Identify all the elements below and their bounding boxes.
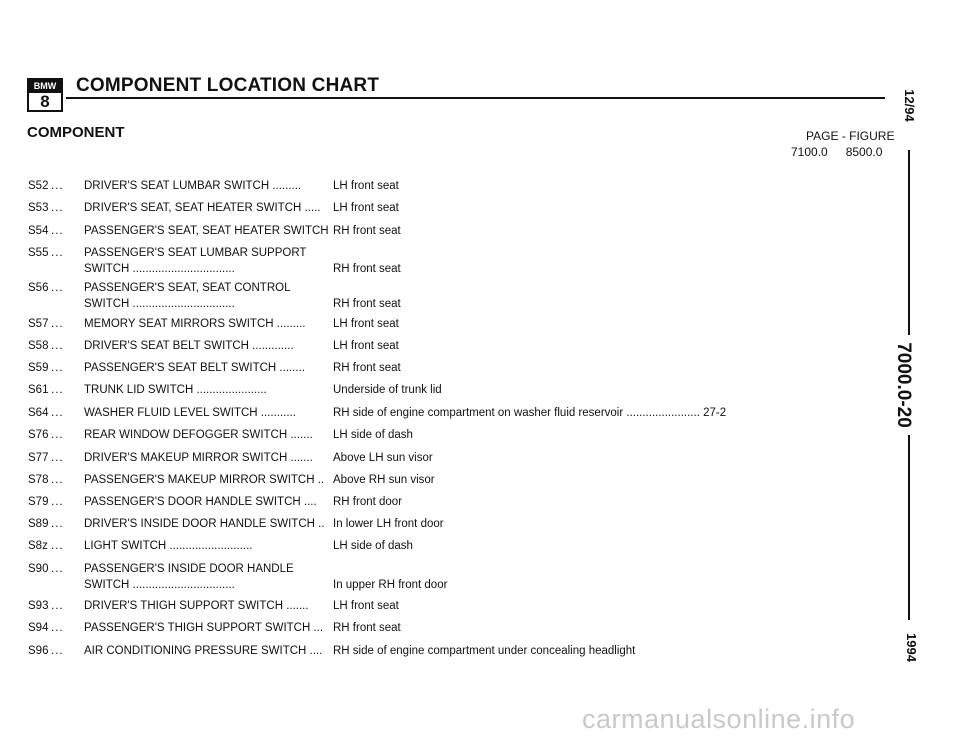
component-code: S77 bbox=[28, 452, 49, 464]
logo-brand: BMW bbox=[29, 80, 61, 93]
component-code: S90 bbox=[28, 563, 49, 575]
component-description: PASSENGER'S SEAT, SEAT CONTROL bbox=[84, 282, 291, 294]
component-description: DRIVER'S INSIDE DOOR HANDLE SWITCH .. bbox=[84, 518, 325, 530]
component-description: AIR CONDITIONING PRESSURE SWITCH .... bbox=[84, 645, 323, 657]
component-location: In lower LH front door bbox=[333, 518, 444, 530]
component-code: S76 bbox=[28, 429, 49, 441]
leader-dots: ... bbox=[51, 340, 64, 352]
column-heading: COMPONENT bbox=[27, 124, 125, 141]
component-description: PASSENGER'S SEAT BELT SWITCH ........ bbox=[84, 362, 305, 374]
page-value: 7100.0 bbox=[791, 145, 828, 159]
component-description-continued: SWITCH ................................ bbox=[84, 298, 235, 310]
component-location: RH front seat bbox=[333, 622, 401, 634]
component-location: Underside of trunk lid bbox=[333, 384, 442, 396]
leader-dots: ... bbox=[51, 518, 64, 530]
component-description: REAR WINDOW DEFOGGER SWITCH ....... bbox=[84, 429, 313, 441]
component-code: S57 bbox=[28, 318, 49, 330]
component-description: DRIVER'S SEAT BELT SWITCH ............. bbox=[84, 340, 294, 352]
component-code: S64 bbox=[28, 407, 49, 419]
side-date: 12/94 bbox=[901, 89, 917, 122]
component-location: In upper RH front door bbox=[333, 579, 448, 591]
component-location: RH front seat bbox=[333, 298, 401, 310]
leader-dots: ... bbox=[51, 282, 64, 294]
leader-dots: ... bbox=[51, 362, 64, 374]
component-code: S53 bbox=[28, 202, 49, 214]
component-description-continued: SWITCH ................................ bbox=[84, 263, 235, 275]
leader-dots: ... bbox=[51, 429, 64, 441]
component-description: DRIVER'S SEAT LUMBAR SWITCH ......... bbox=[84, 180, 302, 192]
component-code: S59 bbox=[28, 362, 49, 374]
page-title: COMPONENT LOCATION CHART bbox=[76, 75, 380, 96]
component-code: S56 bbox=[28, 282, 49, 294]
component-description: LIGHT SWITCH .......................... bbox=[84, 540, 253, 552]
component-description: WASHER FLUID LEVEL SWITCH ........... bbox=[84, 407, 296, 419]
bmw-8-logo bbox=[27, 78, 63, 112]
page-figure-values bbox=[791, 145, 900, 159]
component-description: PASSENGER'S SEAT, SEAT HEATER SWITCH bbox=[84, 225, 329, 237]
component-location: LH front seat bbox=[333, 340, 399, 352]
component-code: S58 bbox=[28, 340, 49, 352]
component-description-continued: SWITCH ................................ bbox=[84, 579, 235, 591]
leader-dots: ... bbox=[51, 563, 64, 575]
leader-dots: ... bbox=[51, 407, 64, 419]
leader-dots: ... bbox=[51, 474, 64, 486]
component-code: S96 bbox=[28, 645, 49, 657]
side-year: 1994 bbox=[903, 633, 919, 662]
leader-dots: ... bbox=[51, 225, 64, 237]
component-location: LH front seat bbox=[333, 600, 399, 612]
figure-value: 8500.0 bbox=[845, 145, 883, 159]
component-description: MEMORY SEAT MIRRORS SWITCH ......... bbox=[84, 318, 306, 330]
component-description: DRIVER'S THIGH SUPPORT SWITCH ....... bbox=[84, 600, 309, 612]
component-location: RH side of engine compartment on washer fluid reservoir ....................... 27-2 bbox=[333, 407, 727, 419]
leader-dots: ... bbox=[51, 180, 64, 192]
side-page-number: 7000.0-20 bbox=[892, 342, 914, 428]
component-location: LH side of dash bbox=[333, 429, 413, 441]
component-code: S8z bbox=[28, 540, 48, 552]
side-rule-middle bbox=[908, 435, 910, 620]
component-code: S61 bbox=[28, 384, 49, 396]
component-location: Above LH sun visor bbox=[333, 452, 433, 464]
component-description: PASSENGER'S MAKEUP MIRROR SWITCH .. bbox=[84, 474, 325, 486]
component-location: LH front seat bbox=[333, 318, 399, 330]
component-description: PASSENGER'S DOOR HANDLE SWITCH .... bbox=[84, 496, 317, 508]
component-location: RH front seat bbox=[333, 225, 401, 237]
component-location: LH side of dash bbox=[333, 540, 413, 552]
component-description: PASSENGER'S INSIDE DOOR HANDLE bbox=[84, 563, 294, 575]
watermark: carmanualsonline.info bbox=[582, 704, 856, 734]
leader-dots: ... bbox=[51, 452, 64, 464]
component-code: S78 bbox=[28, 474, 49, 486]
component-description: TRUNK LID SWITCH ...................... bbox=[84, 384, 267, 396]
component-code: S93 bbox=[28, 600, 49, 612]
page-figure-label: PAGE - FIGURE bbox=[806, 129, 895, 143]
leader-dots: ... bbox=[51, 600, 64, 612]
component-code: S79 bbox=[28, 496, 49, 508]
leader-dots: ... bbox=[51, 318, 64, 330]
component-description: PASSENGER'S SEAT LUMBAR SUPPORT bbox=[84, 247, 307, 259]
component-location: LH front seat bbox=[333, 202, 399, 214]
component-code: S52 bbox=[28, 180, 49, 192]
leader-dots: ... bbox=[51, 645, 64, 657]
component-description: DRIVER'S MAKEUP MIRROR SWITCH ....... bbox=[84, 452, 313, 464]
logo-series: 8 bbox=[40, 92, 50, 111]
component-code: S55 bbox=[28, 247, 49, 259]
side-rule-upper bbox=[908, 150, 910, 335]
leader-dots: ... bbox=[51, 496, 64, 508]
title-rule bbox=[66, 97, 885, 99]
component-code: S94 bbox=[28, 622, 49, 634]
leader-dots: ... bbox=[51, 247, 64, 259]
component-location: RH front seat bbox=[333, 263, 401, 275]
component-description: DRIVER'S SEAT, SEAT HEATER SWITCH ..... bbox=[84, 202, 321, 214]
component-location: Above RH sun visor bbox=[333, 474, 435, 486]
leader-dots: ... bbox=[51, 384, 64, 396]
component-code: S54 bbox=[28, 225, 49, 237]
component-location: RH front seat bbox=[333, 362, 401, 374]
component-location: RH side of engine compartment under concealing headlight bbox=[333, 645, 636, 657]
leader-dots: ... bbox=[51, 540, 64, 552]
component-location: LH front seat bbox=[333, 180, 399, 192]
component-location: RH front door bbox=[333, 496, 403, 508]
component-description: PASSENGER'S THIGH SUPPORT SWITCH ... bbox=[84, 622, 324, 634]
leader-dots: ... bbox=[51, 202, 64, 214]
leader-dots: ... bbox=[51, 622, 64, 634]
component-code: S89 bbox=[28, 518, 49, 530]
